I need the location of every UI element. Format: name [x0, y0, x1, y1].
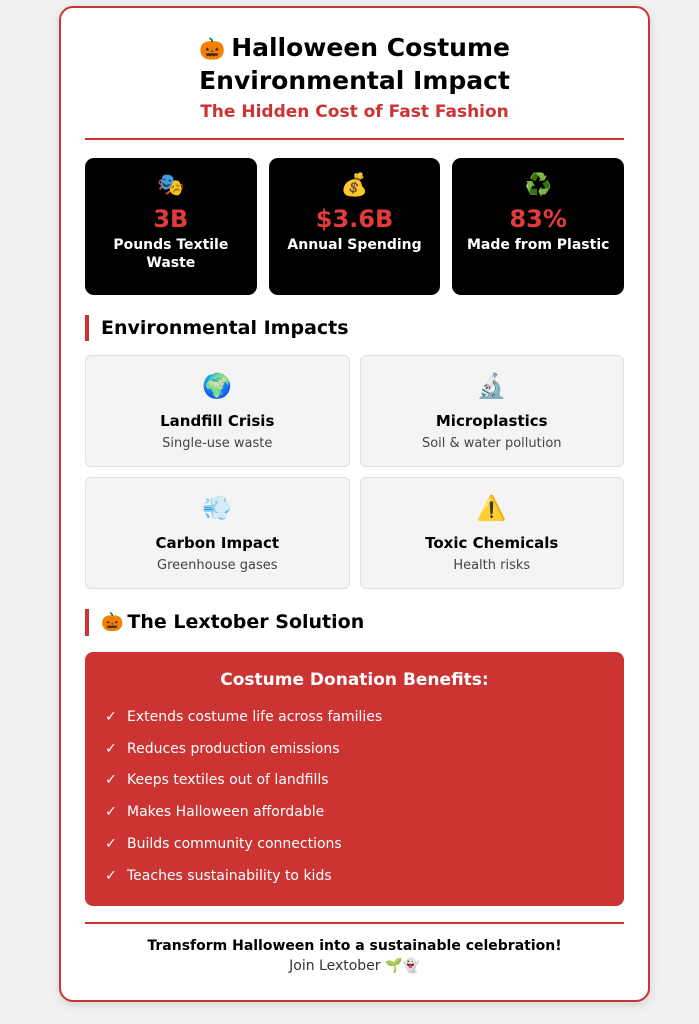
benefit-item [105, 765, 604, 797]
stat-label: Annual Spending [287, 237, 422, 253]
stat-value: 3B [153, 205, 189, 233]
pumpkin-icon: 🎃 [199, 37, 226, 61]
stat-card-textile-waste [85, 158, 257, 295]
solution-heading-text: The Lextober Solution [127, 611, 365, 633]
solution-heading [85, 609, 624, 636]
impact-card-microplastics [360, 355, 625, 467]
impact-title: Landfill Crisis [160, 412, 275, 430]
header-divider [85, 138, 624, 140]
benefit-text: Teaches sustainability to kids [127, 867, 332, 884]
donation-benefits-box [85, 652, 624, 906]
footer-callout: Transform Halloween into a sustainable celebration! [147, 938, 562, 955]
stat-card-annual-spending [269, 158, 441, 295]
stats-row [85, 158, 624, 295]
stat-value: 83% [509, 205, 567, 233]
checkmark-icon: ✓ [105, 772, 117, 789]
impacts-heading: Environmental Impacts [85, 315, 624, 341]
stat-value: $3.6B [315, 205, 394, 233]
benefit-text: Builds community connections [127, 835, 342, 852]
checkmark-icon: ✓ [105, 740, 117, 757]
checkmark-icon: ✓ [105, 835, 117, 852]
checkmark-icon: ✓ [105, 867, 117, 884]
benefit-text: Makes Halloween affordable [127, 804, 325, 821]
money-bag-icon: 💰 [340, 173, 369, 198]
smoke-cloud-icon: 💨 [202, 494, 233, 522]
infographic-card [59, 6, 650, 1002]
benefit-item [105, 861, 604, 893]
impact-card-carbon [85, 477, 350, 589]
footer-join-text: Join Lextober 🌱👻 [289, 958, 420, 975]
page-subtitle: The Hidden Cost of Fast Fashion [200, 102, 509, 122]
page-title [85, 32, 624, 96]
impact-title: Toxic Chemicals [425, 534, 559, 552]
impact-description: Greenhouse gases [157, 558, 278, 573]
stat-label: Pounds Textile Waste [113, 237, 229, 271]
benefits-title: Costume Donation Benefits: [220, 670, 489, 690]
benefit-item [105, 829, 604, 861]
impact-description: Soil & water pollution [421, 436, 562, 451]
impact-title: Microplastics [435, 412, 548, 430]
recycle-icon: ♻️ [524, 173, 552, 198]
impact-card-toxic [360, 477, 625, 589]
checkmark-icon: ✓ [105, 804, 117, 821]
pumpkin-icon: 🎃 [101, 612, 124, 633]
stat-card-plastic [452, 158, 624, 295]
checkmark-icon: ✓ [105, 709, 117, 725]
impact-description: Single-use waste [162, 436, 273, 451]
warning-icon: ⚠️ [476, 494, 507, 522]
benefit-item [105, 797, 604, 829]
benefit-text: Reduces production emissions [127, 740, 340, 757]
benefit-item [105, 702, 604, 734]
benefit-text: Extends costume life across families [127, 709, 383, 725]
impacts-grid [85, 355, 624, 589]
impact-description: Health risks [453, 558, 531, 573]
impact-card-landfill [85, 355, 350, 467]
footer-divider [85, 922, 624, 924]
benefit-text: Keeps textiles out of landfills [127, 772, 329, 789]
benefit-item [105, 734, 604, 766]
title-text: Halloween Costume Environmental Impact [199, 33, 510, 95]
microscope-icon: 🔬 [476, 372, 507, 400]
stat-label: Made from Plastic [466, 237, 610, 253]
globe-icon: 🌍 [202, 372, 233, 400]
theater-masks-icon: 🎭 [157, 173, 185, 198]
impact-title: Carbon Impact [155, 534, 280, 552]
